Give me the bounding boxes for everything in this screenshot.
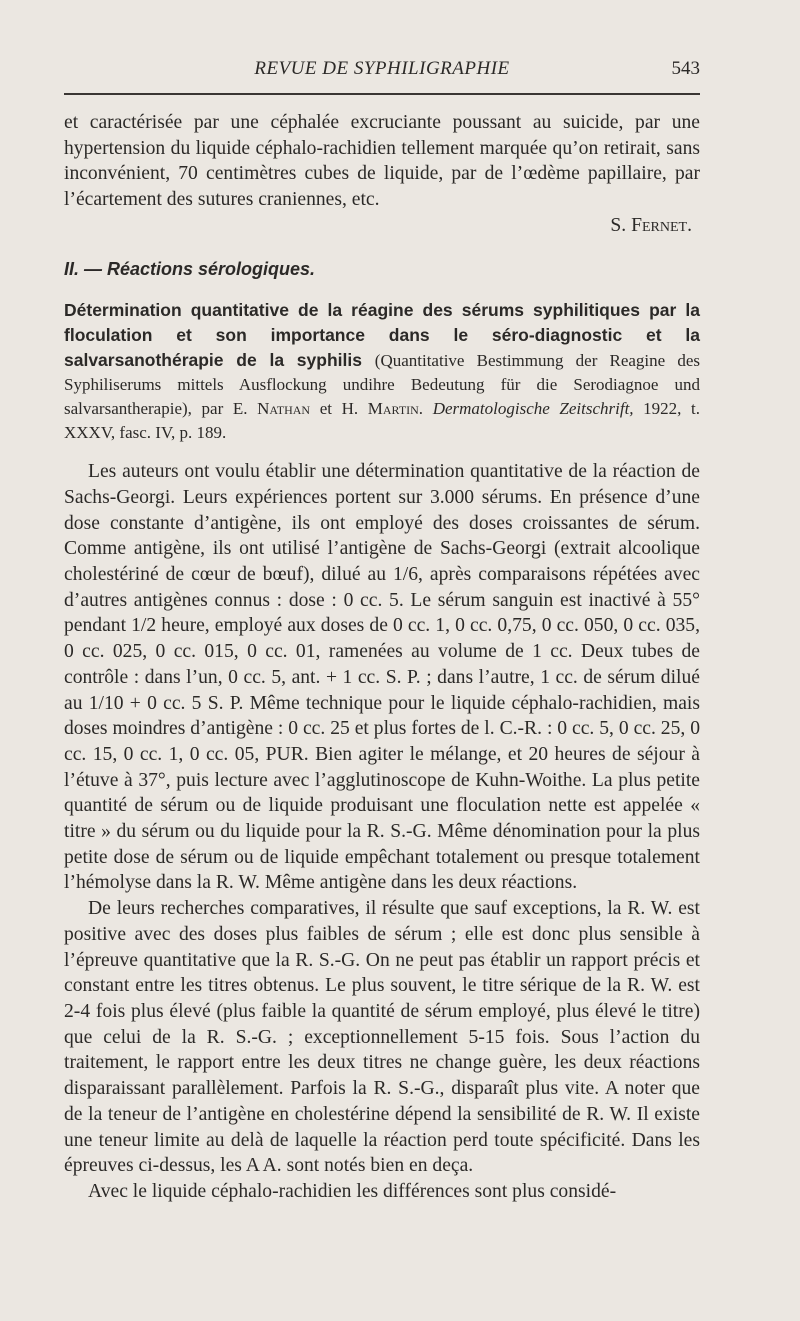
journal-name: Dermatologische Zeitschrift, [432,399,634,419]
body-paragraph: Avec le liquide céphalo-rachidien les différences sont plus considé- [88,1180,617,1202]
author-signature: S. Fernet. [610,214,692,236]
intro-paragraph: et caractérisée par une céphalée excruciante poussant au suicide, par une hypertension du liquide céphalo-rachidien tellement marquée qu’on retirait, sans inconvénient, 70 centimètres cubes de liquide, par de l’œdème papillaire, par l’écartement des sutures craniennes, etc. [64,112,700,211]
section-heading: II. — Réactions sérologiques. [64,258,316,279]
citation-details: 1922, t. XXXV, fasc. IV, p. 189. [64,399,701,443]
author-name-2: Martin. [367,399,424,419]
source-original-title: (Quantitative Bestimmung der Reagine des Syphiliserums mittels Ausflockung undihre Bedeutung für die Serodiagnoe und salvarsantherapie), par E. [64,351,700,419]
page-number: 543 [671,58,700,79]
header-rule [64,93,700,95]
page-body [64,110,700,1205]
body-paragraph: De leurs recherches comparatives, il résulte que sauf exceptions, la R. W. est positive avec des doses plus faibles de sérum ; elle est donc plus sensible à l’épreuve quantitative que la R. S.-G. On ne peut pas établir un rapport précis et constant entre les titres obtenus. Le plus souvent, le titre sérique de la R. W. est 2-4 fois plus élevé (plus faible la quantité de sérum employé, plus élevé le titre) que celui de la R. S.-G. ; exceptionnellement 5-15 fois. Sous l’action du traitement, le rapport entre les deux titres ne change guère, les deux réactions disparaissant parallèlement. Parfois la R. S.-G., disparaît plus vite. A noter que de la teneur de l’antigène en cholestérine dépend la sensibilité de R. W. Il existe une teneur limite au delà de laquelle la réaction perd toute spécificité. Dans les épreuves ci-dessus, les A A. sont notés bien en deça. [64,898,700,1177]
body-paragraph: Les auteurs ont voulu établir une détermination quantitative de la réaction de Sachs-Georgi. Leurs expériences portent sur 3.000 sérums. En présence d’une dose constante d’antigène, ils ont employé des doses croissantes de sérum. Comme antigène, ils ont utilisé l’antigène de Sachs-Georgi (extrait alcoolique cholestériné de cœur de bœuf), dilué au 1/6, après comparaisons répétées avec d’autres antigènes connus : dose : 0 cc. 5. Le sérum sanguin est inactivé à 55° pendant 1/2 heure, employé aux doses de 0 cc. 1, 0 cc. 0,75, 0 cc. 050, 0 cc. 035, 0 cc. 025, 0 cc. 015, 0 cc. 01, ramenées au volume de 1 cc. Deux tubes de contrôle : dans l’un, 0 cc. 5, ant. + 1 cc. S. P. ; dans l’autre, 1 cc. de sérum dilué au 1/10 + 0 cc. 5 S. P. Même technique pour le liquide céphalo-rachidien, mais doses moindres d’antigène : 0 cc. 25 et plus fortes de l. C.-R. : 0 cc. 5, 0 cc. 25, 0 cc. 15, 0 cc. 1, 0 cc. 05, PUR. Bien agiter le mélange, et 20 heures de séjour à l’étuve à 37°, puis lecture avec l’agglutinoscope de Kuhn-Woithe. La plus petite quantité de sérum ou de liquide produisant une floculation nette est appelée « titre » du sérum ou du liquide pour la R. S.-G. Même dénomination pour la plus petite dose de sérum ou de liquide empêchant totalement ou presque totalement l’hémolyse dans la R. W. Même antigène dans les deux réactions. [64,461,700,894]
page-header [64,58,700,88]
author-conjunction: et H. [319,399,359,419]
author-name-1: Nathan [257,399,311,419]
running-title: REVUE DE SYPHILIGRAPHIE [254,58,510,79]
article-header [64,298,700,445]
article-title: Détermination quantitative de la réagine des sérums syphilitiques par la floculation et son importance dans le séro-diagnostic et la salvarsanothérapie de la syphilis [64,300,700,371]
